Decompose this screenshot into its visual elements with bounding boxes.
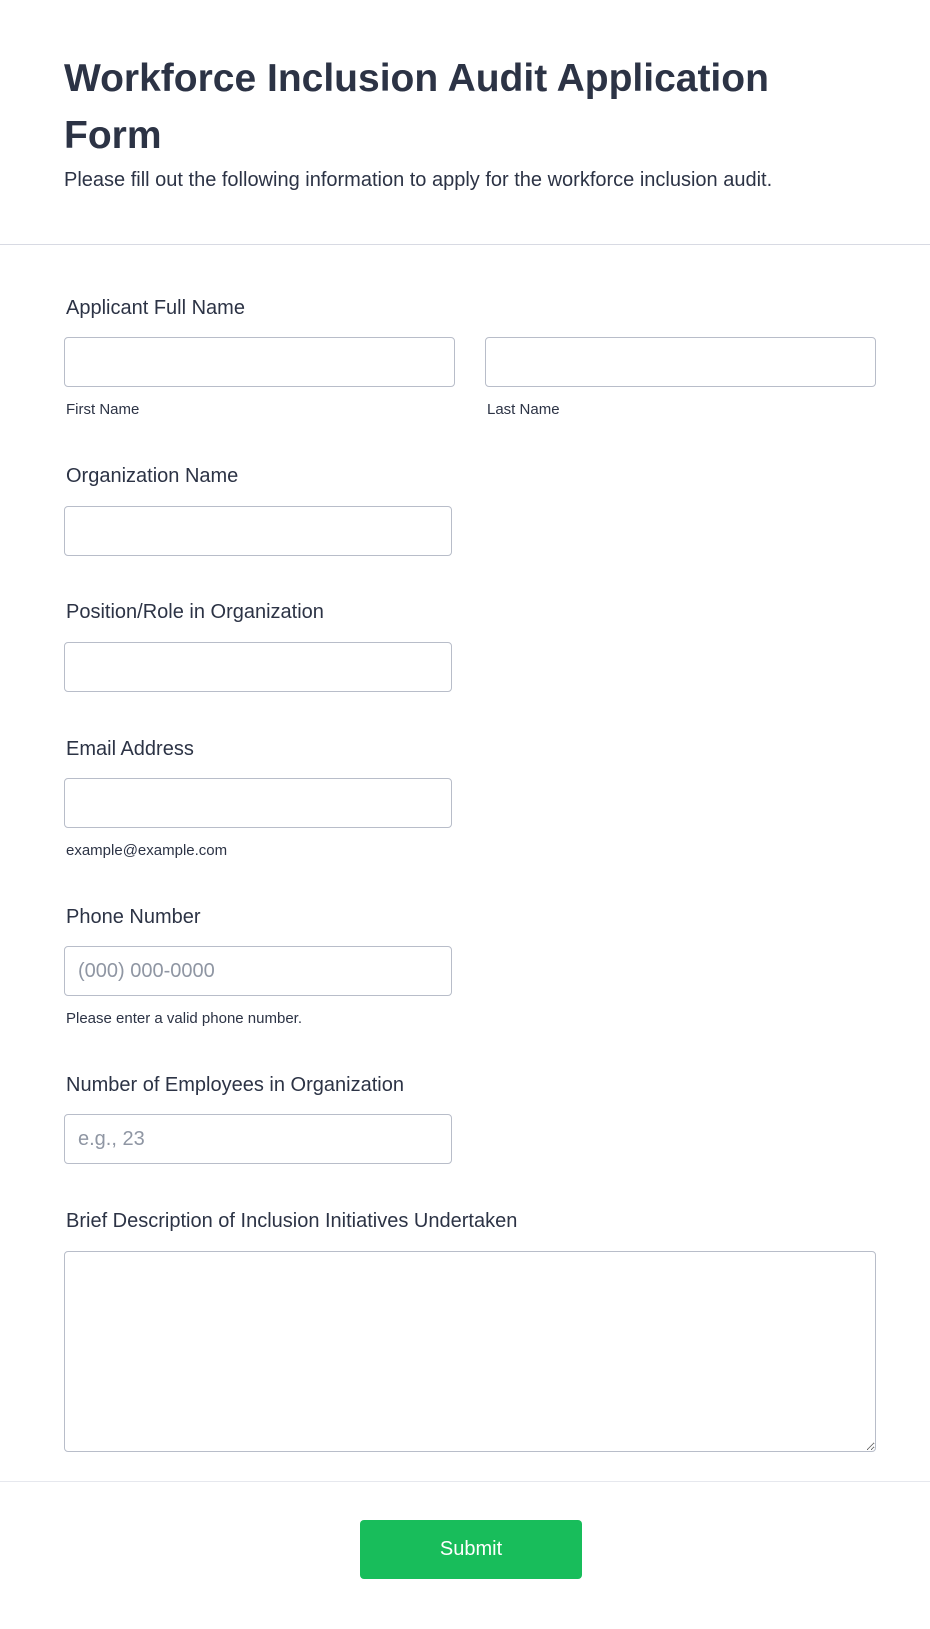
form-header	[0, 0, 930, 245]
organization-name-label: Organization Name	[66, 465, 239, 487]
last-name-input[interactable]	[485, 337, 876, 387]
email-label: Email Address	[66, 738, 194, 760]
full-name-label: Applicant Full Name	[66, 297, 245, 319]
organization-name-input[interactable]	[64, 506, 452, 556]
first-name-sublabel: First Name	[66, 401, 140, 418]
email-input[interactable]	[64, 778, 452, 828]
position-role-label: Position/Role in Organization	[66, 601, 324, 623]
form-description: Please fill out the following information to apply for the workforce inclusion audit.	[64, 169, 773, 191]
submit-button[interactable]: Submit	[360, 1520, 582, 1579]
last-name-sublabel: Last Name	[487, 401, 560, 418]
position-role-input[interactable]	[64, 642, 452, 692]
email-sublabel: example@example.com	[66, 842, 228, 859]
phone-label: Phone Number	[66, 906, 201, 928]
phone-input[interactable]	[64, 946, 452, 996]
employees-label: Number of Employees in Organization	[66, 1074, 404, 1096]
description-label: Brief Description of Inclusion Initiatives Undertaken	[66, 1210, 518, 1232]
first-name-input[interactable]	[64, 337, 455, 387]
footer-divider	[0, 1481, 930, 1482]
employees-input[interactable]	[64, 1114, 452, 1164]
description-textarea[interactable]	[64, 1251, 876, 1452]
phone-sublabel: Please enter a valid phone number.	[66, 1010, 302, 1027]
form-title: Workforce Inclusion Audit Application Form	[64, 57, 769, 157]
